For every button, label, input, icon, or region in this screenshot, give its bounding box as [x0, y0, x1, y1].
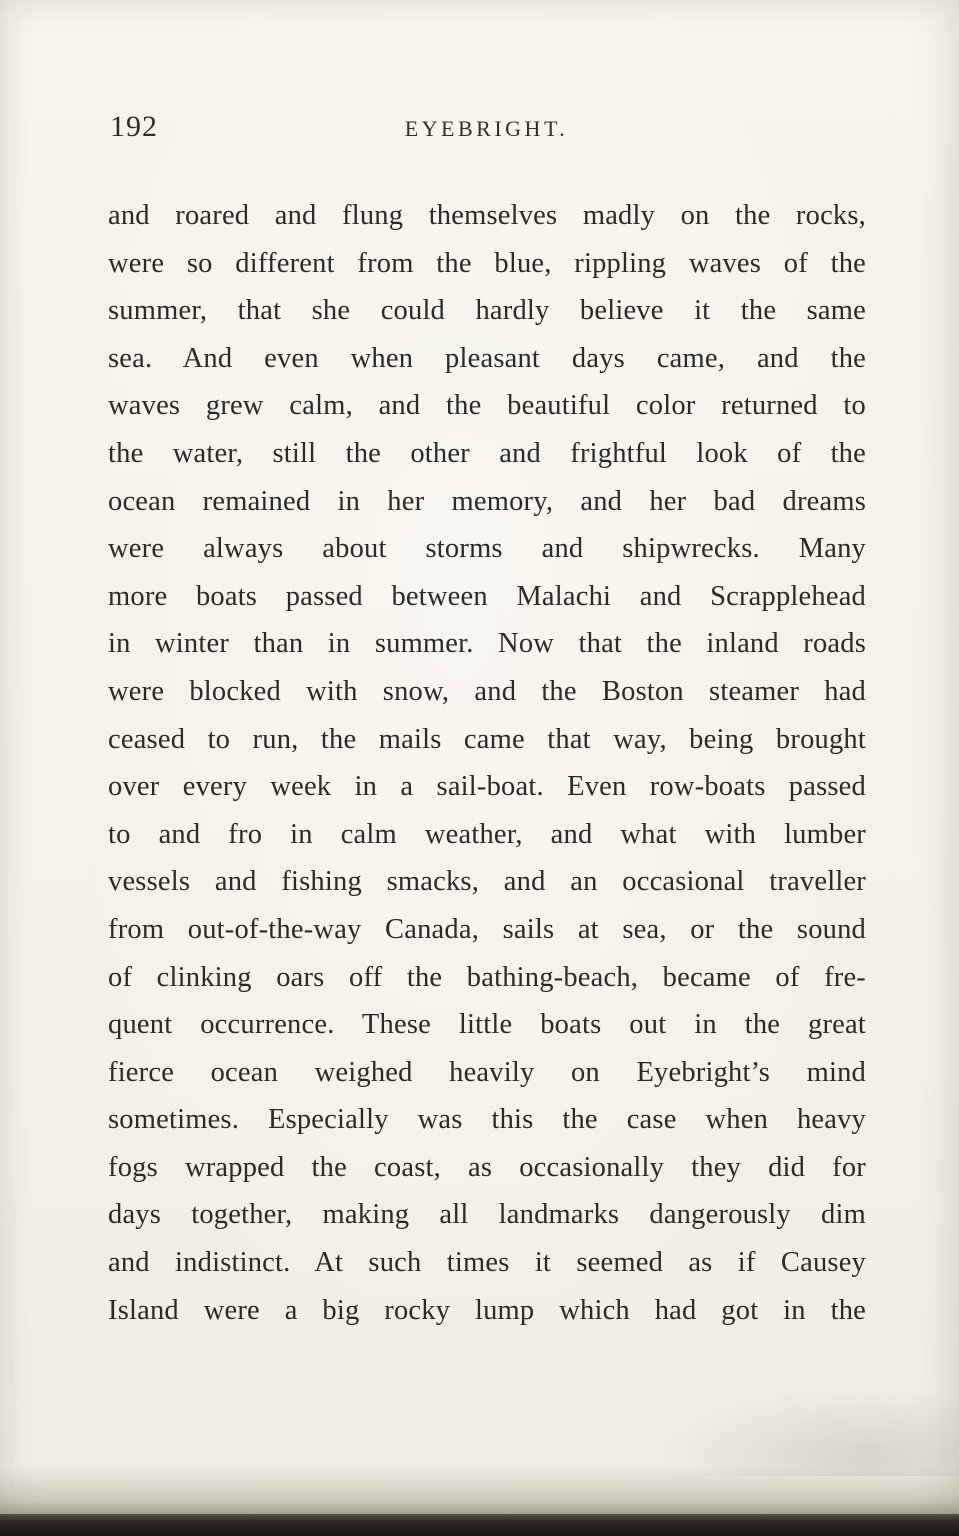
- text-line: ceased to run, the mails came that way, being brought: [108, 723, 866, 755]
- running-head: EYEBRIGHT.: [404, 116, 569, 141]
- text-line: sea. And even when pleasant days came, and the: [108, 342, 866, 374]
- scan-noise-texture: [659, 1386, 959, 1476]
- scan-edge-band: [0, 1514, 959, 1536]
- text-line: fogs wrapped the coast, as occasionally they did for: [108, 1151, 866, 1183]
- text-line: days together, making all landmarks dangerously dim: [108, 1199, 866, 1231]
- text-line: in winter than in summer. Now that the inland roads: [108, 628, 866, 660]
- text-line: the water, still the other and frightful look of the: [108, 437, 866, 469]
- text-line: of clinking oars off the bathing-beach, became of fre-: [108, 961, 866, 993]
- text-line: from out-of-the-way Canada, sails at sea, or the sound: [108, 913, 866, 945]
- text-line: sometimes. Especially was this the case when heavy: [108, 1104, 866, 1136]
- text-line: vessels and fishing smacks, and an occasional traveller: [108, 866, 866, 898]
- scan-edge-shading: [0, 1468, 959, 1514]
- text-line: were always about storms and shipwrecks. Many: [108, 533, 866, 565]
- text-line: were so different from the blue, rippling waves of the: [108, 247, 866, 279]
- text-line: ocean remained in her memory, and her bad dreams: [108, 485, 866, 517]
- text-line: and indistinct. At such times it seemed as if Causey: [108, 1247, 866, 1279]
- text-line: were blocked with snow, and the Boston steamer had: [108, 675, 866, 707]
- page-header: [110, 110, 863, 150]
- page-number: 192: [110, 110, 158, 143]
- text-line: over every week in a sail-boat. Even row-boats passed: [108, 771, 866, 803]
- text-line: fierce ocean weighed heavily on Eyebright’s mind: [108, 1056, 866, 1088]
- text-line: to and fro in calm weather, and what with lumber: [108, 818, 866, 850]
- text-line: summer, that she could hardly believe it the same: [108, 295, 866, 327]
- text-line: Island were a big rocky lump which had got in the: [108, 1294, 866, 1326]
- text-line: and roared and flung themselves madly on the rocks,: [108, 200, 866, 231]
- text-line: waves grew calm, and the beautiful color returned to: [108, 390, 866, 422]
- body-text: [108, 192, 866, 1334]
- text-line: more boats passed between Malachi and Scrapplehead: [108, 580, 866, 612]
- text-line: quent occurrence. These little boats out in the great: [108, 1009, 866, 1041]
